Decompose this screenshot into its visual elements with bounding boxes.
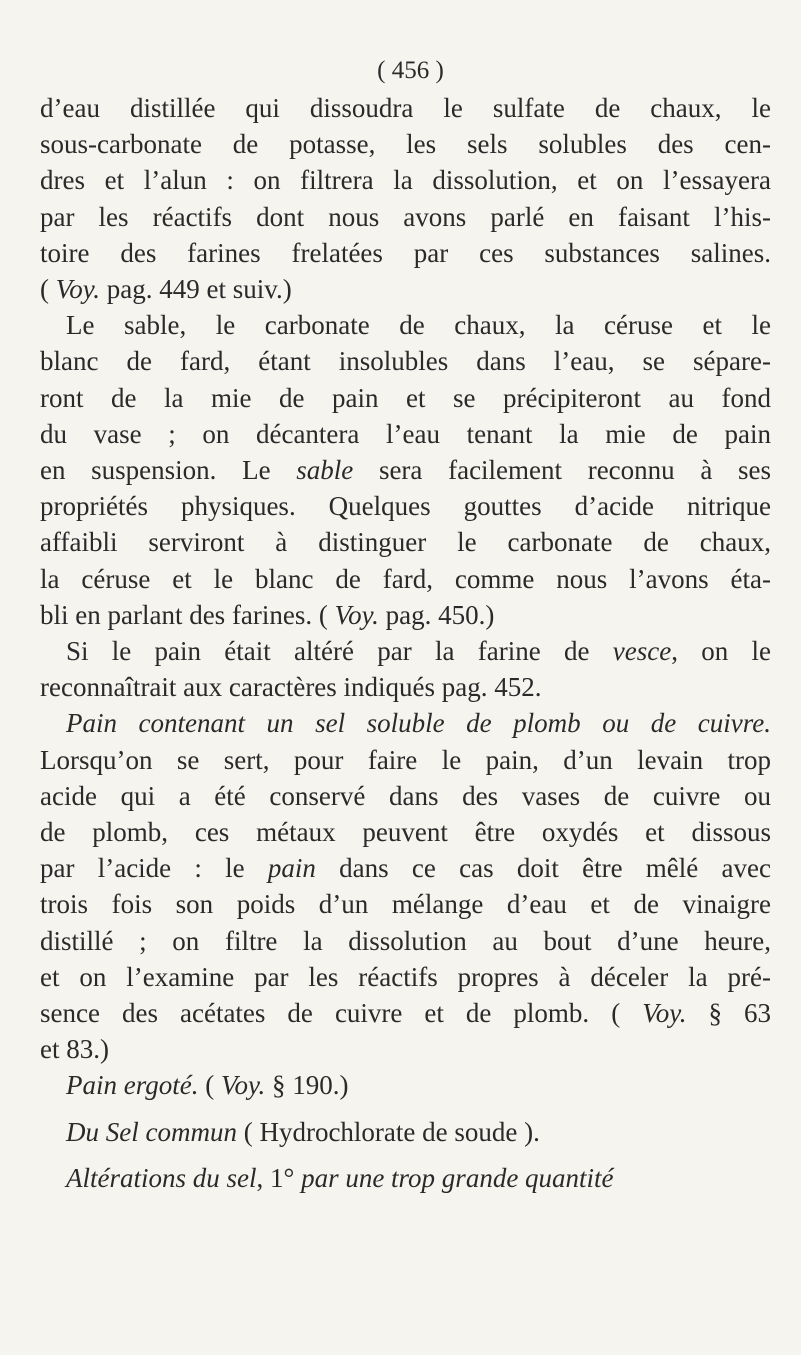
text-line bbox=[40, 199, 771, 235]
text-run: et on l’examine par les réactifs propres à déceler la pré- bbox=[40, 961, 771, 992]
text-run: affaibli serviront à distinguer le carbonate de chaux, bbox=[40, 527, 771, 558]
text-line bbox=[40, 923, 771, 959]
text-line bbox=[40, 742, 771, 778]
text-run: blanc de fard, étant insolubles dans l’eau, se sépare- bbox=[40, 346, 771, 377]
text-run: reconnaîtrait aux caractères indiqués pag. 452. bbox=[40, 672, 542, 703]
text-line bbox=[40, 995, 771, 1031]
text-run: ( bbox=[40, 274, 56, 305]
text-line bbox=[40, 524, 771, 560]
text-run: et 83.) bbox=[40, 1034, 109, 1065]
text-run: ( Hydrochlorate de soude ). bbox=[236, 1116, 540, 1147]
text-line bbox=[40, 90, 771, 126]
text-line bbox=[40, 1031, 771, 1067]
italic-text: Pain contenant un sel soluble de plomb ou de cuivre. bbox=[66, 708, 771, 739]
text-line bbox=[40, 1160, 771, 1196]
italic-text: Voy. bbox=[220, 1070, 266, 1101]
text-run: d’eau distillée qui dissoudra le sulfate de chaux, le bbox=[40, 93, 771, 123]
text-run: ( bbox=[198, 1070, 221, 1101]
text-line bbox=[40, 597, 771, 633]
text-run: pag. 450.) bbox=[378, 599, 495, 630]
text-line bbox=[40, 380, 771, 416]
text-run: de plomb, ces métaux peuvent être oxydés et dissous bbox=[40, 817, 771, 848]
italic-text: Du Sel commun bbox=[66, 1116, 237, 1147]
text-run: Le sable, le carbonate de chaux, la céruse et le bbox=[66, 310, 771, 341]
italic-text: Voy. bbox=[642, 998, 687, 1029]
italic-text: Altérations du sel bbox=[66, 1162, 257, 1193]
text-run: acide qui a été conservé dans des vases de cuivre ou bbox=[40, 780, 771, 811]
page-number: ( 456 ) bbox=[377, 57, 444, 84]
italic-text: Pain ergoté. bbox=[66, 1070, 199, 1101]
italic-text: Voy. bbox=[55, 274, 100, 305]
text-run: toire des farines frelatées par ces substances salines. bbox=[40, 237, 771, 268]
text-line bbox=[40, 452, 771, 488]
text-line bbox=[40, 162, 771, 198]
italic-text: Voy. bbox=[334, 599, 379, 630]
text-run: trois fois son poids d’un mélange d’eau et de vinaigre bbox=[40, 889, 771, 920]
text-run: dans ce cas doit être mêlé avec bbox=[315, 853, 771, 884]
text-run: propriétés physiques. Quelques gouttes d’acide nitrique bbox=[40, 491, 771, 522]
text-run: dres et l’alun : on filtrera la dissolution, et on l’essayera bbox=[40, 165, 771, 196]
text-run: par l’acide : le bbox=[40, 853, 268, 884]
italic-text: par une trop grande quantité bbox=[301, 1162, 614, 1193]
text-line bbox=[40, 343, 771, 379]
text-run: sera facilement reconnu à ses bbox=[353, 455, 771, 486]
text-run: sence des acétates de cuivre et de plomb. ( bbox=[40, 998, 643, 1029]
text-run: , on le bbox=[671, 636, 771, 667]
text-run: ront de la mie de pain et se précipiteront au fond bbox=[40, 382, 771, 413]
text-line bbox=[40, 1067, 771, 1103]
text-line bbox=[40, 561, 771, 597]
text-line bbox=[40, 633, 771, 669]
text-run: la céruse et le blanc de fard, comme nous l’avons éta- bbox=[40, 563, 771, 594]
text-line bbox=[40, 307, 771, 343]
text-line bbox=[40, 1114, 771, 1150]
italic-text: pain bbox=[267, 853, 316, 884]
text-line bbox=[40, 271, 771, 307]
text-run: en suspension. Le bbox=[40, 455, 297, 486]
text-run: par les réactifs dont nous avons parlé en faisant l’his- bbox=[40, 201, 771, 232]
text-run: sous-carbonate de potasse, les sels solubles des cen- bbox=[40, 129, 771, 160]
text-line bbox=[40, 814, 771, 850]
italic-text: vesce bbox=[612, 636, 672, 667]
text-line bbox=[40, 488, 771, 524]
text-run: Lorsqu’on se sert, pour faire le pain, d’un levain trop bbox=[40, 744, 771, 775]
text-run: § 63 bbox=[686, 998, 771, 1029]
text-run: distillé ; on filtre la dissolution au bout d’une heure, bbox=[40, 925, 771, 956]
text-run: § 190.) bbox=[265, 1070, 349, 1101]
italic-text: sable bbox=[296, 455, 354, 486]
text-line bbox=[40, 850, 771, 886]
text-line bbox=[40, 778, 771, 814]
text-line bbox=[40, 416, 771, 452]
text-line bbox=[40, 886, 771, 922]
text-run: , 1° bbox=[256, 1162, 302, 1193]
text-line bbox=[40, 235, 771, 271]
text-run: Si le pain était altéré par la farine de bbox=[66, 636, 613, 667]
text-run: pag. 449 et suiv.) bbox=[100, 274, 292, 305]
text-run: du vase ; on décantera l’eau tenant la mie de pain bbox=[40, 418, 771, 449]
text-run: bli en parlant des farines. ( bbox=[40, 599, 335, 630]
text-line bbox=[40, 959, 771, 995]
text-line bbox=[40, 705, 771, 741]
text-line bbox=[40, 126, 771, 162]
text-line bbox=[40, 669, 771, 705]
text-block bbox=[40, 90, 771, 1196]
